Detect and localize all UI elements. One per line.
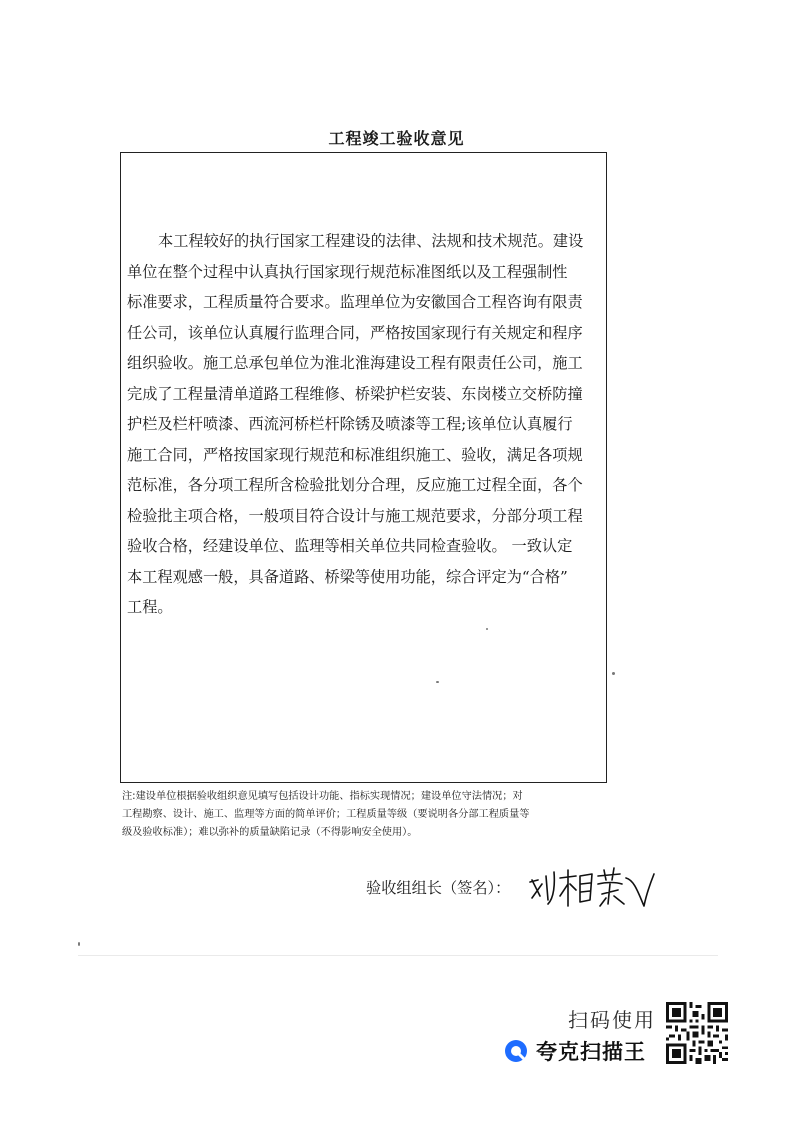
scan-page-edge <box>78 955 718 956</box>
note-line-2: 工程勘察、设计、施工、监理等方面的简单评价；工程质量等级（要说明各分部工程质量等 <box>122 809 530 820</box>
brand-name: 夸克扫描王 <box>536 1040 646 1064</box>
body-line-1: 本工程较好的执行国家工程建设的法律、法规和技术规范。建设 <box>158 232 584 250</box>
body-line-8: 施工合同，严格按国家现行规范和标准组织施工、验收，满足各项规 <box>127 445 583 464</box>
body-line-3: 标准要求，工程质量符合要求。监理单位为安徽国合工程咨询有限责 <box>127 293 583 311</box>
scan-speck <box>436 681 439 683</box>
body-line-11: 验收合格，经建设单位、监理等相关单位共同检查验收。 一致认定 <box>127 537 573 555</box>
signature-row <box>366 868 606 908</box>
quark-logo-icon <box>504 1039 528 1063</box>
document-title: 工程竣工验收意见 <box>328 129 465 148</box>
scan-speck <box>78 942 80 946</box>
note-line-3: 级及验收标准）；难以弥补的质量缺陷记录（不得影响安全使用）。 <box>122 827 418 838</box>
handwritten-signature <box>526 866 656 910</box>
body-line-4: 任公司，该单位认真履行监理合同，严格按国家现行有关规定和程序 <box>127 323 583 342</box>
note-text <box>122 788 612 842</box>
body-line-7: 护栏及栏杆喷漆、西流河桥栏杆除锈及喷漆等工程;该单位认真履行 <box>127 415 573 433</box>
body-line-9: 范标准，各分项工程所含检验批划分合理，反应施工过程全面，各个 <box>127 476 583 494</box>
signature-label: 验收组组长（签名）： <box>366 879 511 897</box>
scan-speck <box>612 672 615 675</box>
body-line-2: 单位在整个过程中认真执行国家现行规范标准图纸以及工程强制性 <box>127 262 568 281</box>
body-line-13: 工程。 <box>127 598 173 616</box>
body-line-10: 检验批主项合格，一般项目符合设计与施工规范要求，分部分项工程 <box>127 506 583 525</box>
body-line-6: 完成了工程量清单道路工程维修、桥梁护栏安装、东岗楼立交桥防撞 <box>127 384 583 403</box>
scan-speck <box>486 628 488 630</box>
brand-watermark <box>504 1034 646 1068</box>
scan-to-use-label: 扫码使用 <box>568 1008 656 1032</box>
body-line-5: 组织验收。施工总承包单位为淮北淮海建设工程有限责任公司，施工 <box>127 354 583 372</box>
opinion-body <box>121 226 608 623</box>
body-line-12: 本工程观感一般，具备道路、桥梁等使用功能，综合评定为“合格” <box>127 567 568 586</box>
qr-code-icon[interactable] <box>666 1002 728 1064</box>
note-line-1: 注:建设单位根据验收组织意见填写包括设计功能、指标实现情况；建设单位守法情况；对 <box>122 791 523 802</box>
